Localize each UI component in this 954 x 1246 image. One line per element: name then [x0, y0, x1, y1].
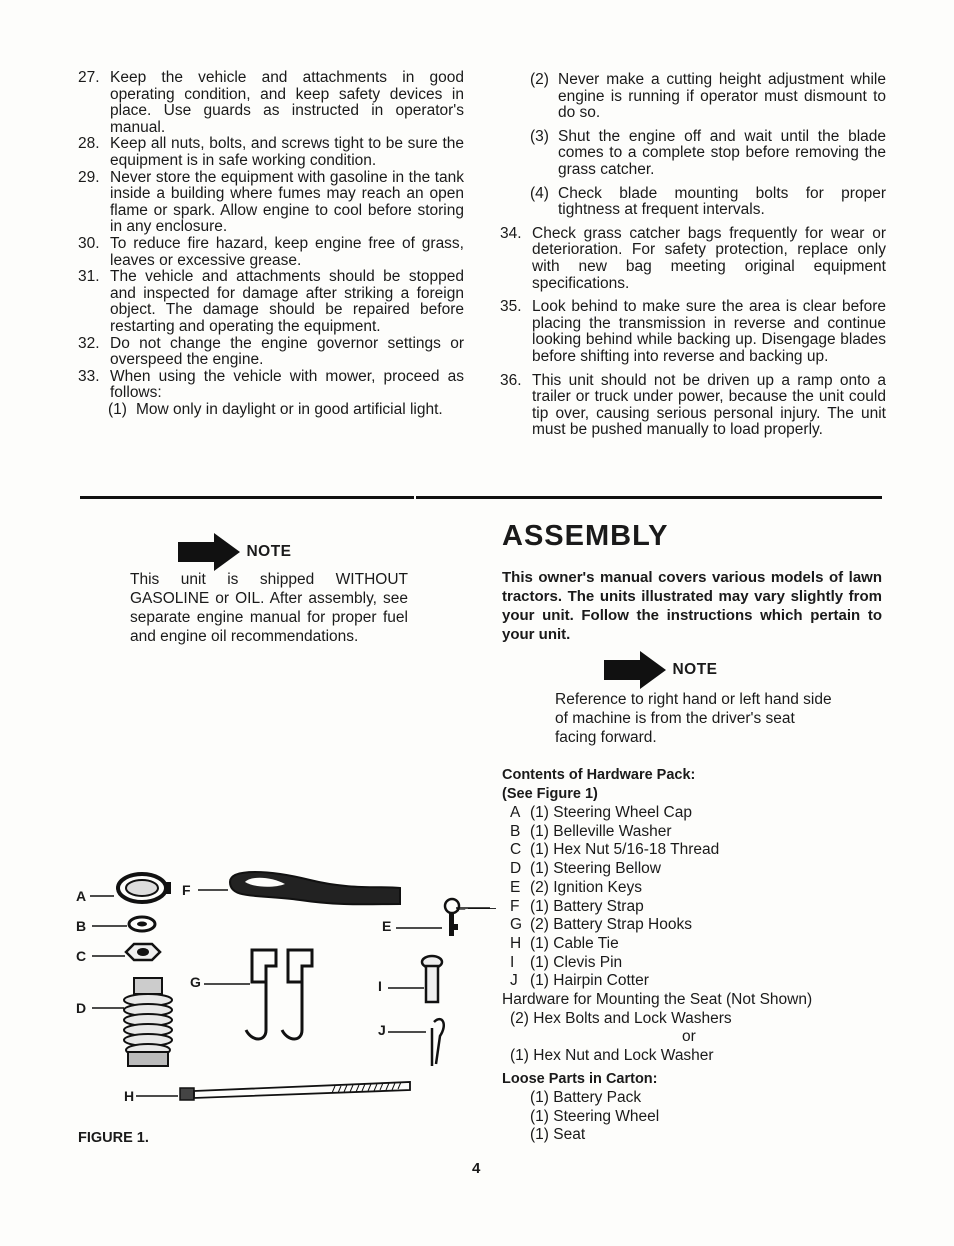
- page-number: 4: [472, 1160, 481, 1177]
- hardware-item-letter: H: [510, 934, 522, 952]
- note-heading: NOTE: [246, 543, 292, 561]
- seat-hardware-heading: Hardware for Mounting the Seat (Not Shown): [502, 991, 813, 1009]
- note-right-text: Reference to right hand or left hand side of machine is from the driver's seat facing forward.: [555, 691, 832, 746]
- figure-label-e: E: [382, 918, 392, 934]
- hardware-item-letter: F: [510, 897, 520, 915]
- seat-hardware-or: or: [682, 1028, 696, 1046]
- rule-number: 33.: [78, 367, 100, 385]
- safety-rules-right: [500, 72, 886, 446]
- rule-text: Do not change the engine governor settings or overspeed the engine.: [110, 334, 464, 369]
- hardware-item-i: [510, 954, 902, 973]
- hardware-item-g: [510, 916, 902, 935]
- hardware-item-letter: E: [510, 878, 521, 896]
- safety-rule-1: [78, 70, 464, 136]
- hardware-item-letter: C: [510, 841, 522, 859]
- hardware-item-text: (1) Steering Wheel Cap: [530, 804, 692, 821]
- clevis-pin-part: [422, 956, 442, 1002]
- figure-1-illustration: [70, 860, 490, 1120]
- assembly-intro: This owner's manual covers various models of lawn tractors. The units illustrated may vary slightly from your unit. Follow the instructions which pertain to your unit.: [502, 569, 882, 643]
- rule-text: The vehicle and attachments should be stopped and inspected for damage after striking a foreign object. The damage should be repaired before restarting and operating the equipment.: [110, 268, 464, 335]
- rule-number: (3): [530, 127, 549, 145]
- hardware-item-d: [510, 860, 902, 879]
- seat-hardware-option-2: (1) Hex Nut and Lock Washer: [510, 1047, 714, 1065]
- figure-label-j: J: [378, 1022, 386, 1038]
- hardware-item-letter: B: [510, 822, 521, 840]
- loose-part-3: (1) Seat: [530, 1126, 586, 1144]
- battery-strap-part: [230, 872, 400, 904]
- rule-text: Check grass catcher bags frequently for wear or deterioration. For safety protection, replace only with new bag meeting original equipment specifications.: [532, 224, 886, 292]
- note-left: [176, 532, 292, 572]
- figure-label-d: D: [76, 1000, 87, 1016]
- safety-sub-rule-1: [530, 72, 886, 122]
- hardware-item-f: [454, 897, 902, 917]
- hardware-item-a: [510, 804, 902, 823]
- hardware-item-e: [510, 879, 902, 898]
- safety-rule-1: [500, 226, 886, 292]
- note-arrow-icon: [176, 532, 242, 572]
- safety-rule-2: [78, 136, 464, 169]
- loose-parts-heading: Loose Parts in Carton:: [502, 1070, 658, 1087]
- rule-number: (2): [530, 71, 549, 88]
- safety-rule-5: [78, 269, 464, 335]
- safety-rule-3: [78, 170, 464, 236]
- figure-label-c: C: [76, 948, 87, 964]
- rule-number: 29.: [78, 168, 100, 186]
- rule-number: 36.: [500, 371, 522, 389]
- hex-nut-part: [126, 944, 160, 960]
- hairpin-cotter-part: [432, 1019, 444, 1066]
- battery-strap-hooks-part: [246, 950, 312, 1039]
- safety-sub-rule-3: [530, 186, 886, 219]
- hardware-item-text: (1) Hairpin Cotter: [530, 972, 649, 990]
- hardware-item-text: (1) Cable Tie: [530, 934, 619, 952]
- belleville-washer-part: [129, 917, 155, 931]
- figure-label-i: I: [378, 978, 382, 994]
- rule-text: Shut the engine off and wait until the blade comes to a complete stop before removing the grass catcher.: [558, 127, 886, 178]
- rule-number: (4): [530, 184, 549, 202]
- pointer-arrow-icon: ←——: [454, 898, 496, 915]
- figure-label-a: A: [76, 888, 87, 904]
- rule-text: To reduce fire hazard, keep engine free of grass, leaves or excessive grease.: [110, 234, 464, 269]
- rule-text: This unit should not be driven up a ramp onto a trailer or truck under power, because the unit could tip over, causing serious personal injury. The unit must be pushed manually to load properly.: [532, 371, 886, 439]
- note-arrow-icon: [602, 650, 668, 690]
- hardware-item-text: (1) Battery Strap: [530, 897, 644, 915]
- steering-wheel-cap-part: [118, 874, 171, 902]
- hardware-item-text: (2) Ignition Keys: [530, 878, 642, 896]
- rule-text: When using the vehicle with mower, proceed as follows:: [110, 367, 464, 402]
- safety-rules-left: [78, 70, 464, 418]
- loose-part-1: (1) Battery Pack: [530, 1088, 642, 1106]
- figure-caption: FIGURE 1.: [78, 1130, 149, 1146]
- safety-rule-6: [78, 336, 464, 369]
- safety-rule-2: [500, 299, 886, 365]
- loose-part-2: (1) Steering Wheel: [530, 1107, 660, 1125]
- rule-number: 28.: [78, 135, 100, 153]
- hardware-item-letter: D: [510, 860, 522, 878]
- figure-label-b: B: [76, 918, 87, 934]
- hardware-item-text: (1) Hex Nut 5/16-18 Thread: [530, 841, 720, 859]
- hardware-item-letter: A: [510, 804, 521, 821]
- hardware-item-h: [510, 935, 902, 954]
- rule-number: 34.: [500, 224, 522, 242]
- rule-text: Look behind to make sure the area is clear before placing the transmission in reverse and continue looking behind while backing up. Disengage blades before shifting into reverse and backing up.: [532, 298, 886, 365]
- rule-text: Keep the vehicle and attachments in good operating condition, and keep safety devices in place. Use guards as instructed in operator's manual.: [110, 69, 464, 136]
- cable-tie-part: [180, 1082, 410, 1100]
- assembly-title: ASSEMBLY: [502, 520, 669, 552]
- rule-number: 27.: [78, 69, 100, 86]
- safety-rule-7: [78, 369, 464, 402]
- rule-text: Never make a cutting height adjustment while engine is running if operator must dismount to do so.: [558, 71, 886, 122]
- note-right: [602, 650, 718, 690]
- hardware-item-letter: J: [510, 972, 518, 990]
- hardware-heading: Contents of Hardware Pack:: [502, 767, 696, 783]
- hardware-item-b: [510, 823, 902, 842]
- note-heading: NOTE: [672, 661, 718, 679]
- seat-hardware-option-1: (2) Hex Bolts and Lock Washers: [510, 1009, 732, 1027]
- section-divider-right: [416, 496, 882, 499]
- figure-label-g: G: [190, 974, 201, 990]
- hardware-item-text: (1) Belleville Washer: [530, 822, 672, 840]
- steering-bellow-part: [124, 978, 172, 1066]
- figure-label-h: H: [124, 1088, 135, 1104]
- hardware-item-text: (2) Battery Strap Hooks: [530, 916, 692, 934]
- safety-rule-4: [78, 236, 464, 269]
- hardware-item-text: (1) Steering Bellow: [530, 860, 661, 878]
- hardware-item-text: (1) Clevis Pin: [530, 953, 623, 971]
- rule-text: Never store the equipment with gasoline in the tank inside a building where fumes may reach an open flame or spark. Allow engine to cool before storing in any enclosure.: [110, 168, 464, 236]
- figure-label-f: F: [182, 882, 191, 898]
- rule-number: 30.: [78, 234, 100, 252]
- safety-rule-3: [500, 373, 886, 439]
- rule-text: Check blade mounting bolts for proper tightness at frequent intervals.: [558, 184, 886, 219]
- hardware-item-letter: I: [510, 953, 515, 971]
- rule-number: 35.: [500, 298, 522, 316]
- safety-sub-rule-2: [530, 129, 886, 179]
- hardware-item-letter: G: [510, 916, 523, 934]
- rule-number: 31.: [78, 268, 100, 286]
- hardware-item-j: [510, 972, 902, 991]
- rule-text: Keep all nuts, bolts, and screws tight to be sure the equipment is in safe working condition.: [110, 135, 464, 169]
- safety-sub-rule-1: (1) Mow only in daylight or in good artificial light.: [108, 400, 443, 418]
- note-left-text: This unit is shipped WITHOUT GASOLINE or OIL. After assembly, see separate engine manual for proper fuel and engine oil recommendations.: [130, 571, 408, 645]
- ignition-keys-part: [445, 899, 459, 936]
- section-divider-left: [80, 496, 414, 499]
- hardware-list: [454, 766, 902, 1145]
- hardware-item-c: [510, 841, 902, 860]
- hardware-subheading: (See Figure 1): [502, 786, 598, 802]
- rule-number: 32.: [78, 334, 100, 352]
